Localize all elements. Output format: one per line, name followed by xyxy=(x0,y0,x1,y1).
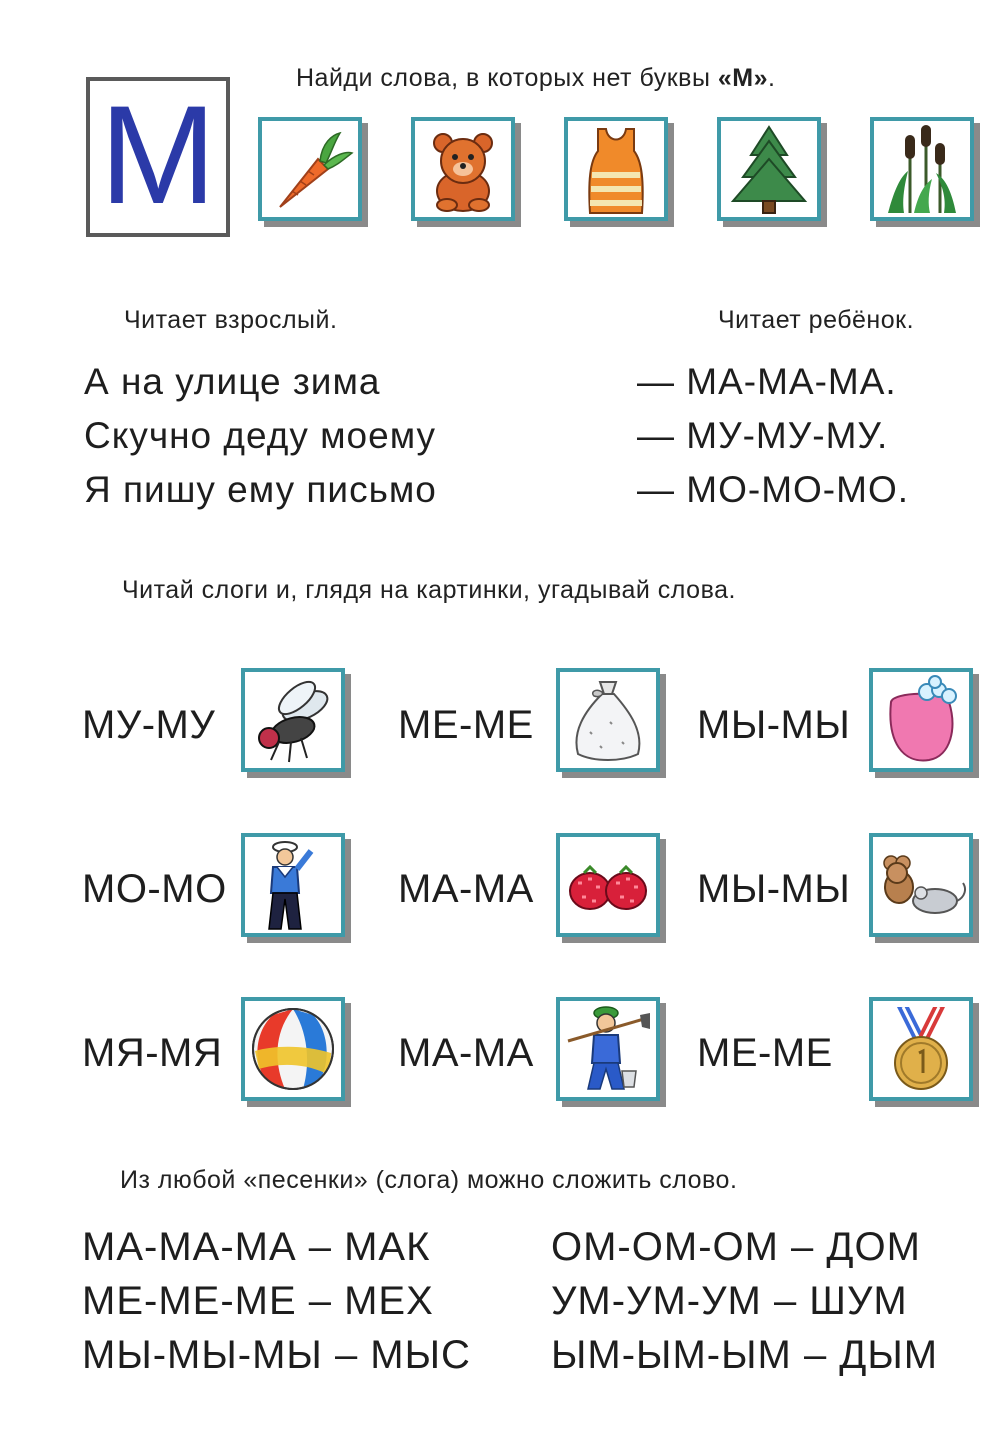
syllable-label: МА-МА xyxy=(398,1031,534,1075)
soap-card xyxy=(869,668,973,772)
word-derivation: УМ-УМ-УМ – ШУМ xyxy=(551,1279,908,1323)
fir-tree-card xyxy=(717,117,821,221)
syllable-label: МУ-МУ xyxy=(82,703,216,747)
instruction-letter: «М» xyxy=(717,64,768,92)
syllable-label: МЫ-МЫ xyxy=(697,703,851,747)
fly-card xyxy=(241,668,345,772)
syllable-label: МЫ-МЫ xyxy=(697,867,851,911)
word-derivation: ЫМ-ЫМ-ЫМ – ДЫМ xyxy=(551,1333,939,1377)
painter-card xyxy=(556,997,660,1101)
instruction-suffix: . xyxy=(768,64,776,92)
ball-icon xyxy=(245,1001,341,1097)
soap-icon xyxy=(873,672,969,768)
tank-top-card xyxy=(564,117,668,221)
find-words-instruction xyxy=(296,64,775,93)
adult-reads-label: Читает взрослый. xyxy=(124,306,338,334)
words-instruction: Из любой «песенки» (слога) можно сложить слово. xyxy=(120,1166,738,1194)
instruction-prefix: Найди слова, в которых нет буквы xyxy=(296,64,718,92)
tank-top-icon xyxy=(568,121,664,217)
word-derivation: МЫ-МЫ-МЫ – МЫС xyxy=(82,1333,471,1377)
big-letter: М xyxy=(99,76,217,233)
painter-icon xyxy=(560,1001,656,1097)
word-derivation: ОМ-ОМ-ОМ – ДОМ xyxy=(551,1225,921,1269)
poem-line-adult: Я пишу ему письмо xyxy=(84,469,437,510)
syllable-label: МА-МА xyxy=(398,867,534,911)
poem-line-child: — МО-МО-МО. xyxy=(637,469,910,510)
carrot-card xyxy=(258,117,362,221)
word-derivation: МЕ-МЕ-МЕ – МЕХ xyxy=(82,1279,434,1323)
fir-tree-icon xyxy=(721,121,817,217)
sailor-card xyxy=(241,833,345,937)
syllable-label: МЕ-МЕ xyxy=(398,703,534,747)
bear-card xyxy=(411,117,515,221)
medal-card xyxy=(869,997,973,1101)
mice-icon xyxy=(873,837,969,933)
letter-card xyxy=(86,77,230,237)
raspberry-icon xyxy=(560,837,656,933)
syllable-label: МЯ-МЯ xyxy=(82,1031,223,1075)
cattail-icon xyxy=(874,121,970,217)
poem-line-adult: Скучно деду моему xyxy=(84,415,437,456)
syllable-label: МО-МО xyxy=(82,867,227,911)
word-derivation: МА-МА-МА – МАК xyxy=(82,1225,431,1269)
mice-card xyxy=(869,833,973,937)
cattail-card xyxy=(870,117,974,221)
syllables-instruction: Читай слоги и, глядя на картинки, угадывай слова. xyxy=(122,576,736,604)
fly-icon xyxy=(245,672,341,768)
poem-line-child: — МУ-МУ-МУ. xyxy=(637,415,889,456)
syllable-label: МЕ-МЕ xyxy=(697,1031,833,1075)
sailor-icon xyxy=(245,837,341,933)
poem-line-adult: А на улице зима xyxy=(84,361,381,402)
poem-line-child: — МА-МА-МА. xyxy=(637,361,897,402)
sack-icon xyxy=(560,672,656,768)
child-reads-label: Читает ребёнок. xyxy=(718,306,915,334)
ball-card xyxy=(241,997,345,1101)
sack-card xyxy=(556,668,660,772)
medal-icon xyxy=(873,1001,969,1097)
bear-icon xyxy=(415,121,511,217)
carrot-icon xyxy=(262,121,358,217)
raspberry-card xyxy=(556,833,660,937)
